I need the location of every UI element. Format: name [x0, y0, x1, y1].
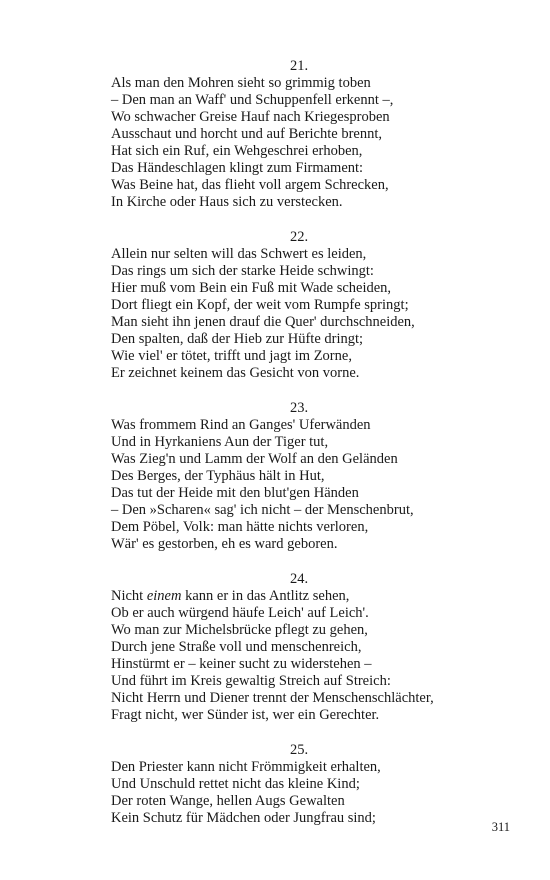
verse-line: [111, 707, 491, 724]
verse-line: [111, 588, 491, 605]
verse-line: [111, 417, 491, 434]
verse-line: [111, 639, 491, 656]
stanza-number: 22.: [289, 229, 309, 245]
line-text: Wie viel' er tötet, trifft und jagt im Zorne,: [111, 348, 352, 364]
verse-line: [111, 434, 491, 451]
line-text: Ob er auch würgend häufe Leich' auf Leich'.: [111, 605, 369, 621]
page-number: 311: [491, 820, 510, 834]
verse-line: [111, 109, 491, 126]
line-text: Kein Schutz für Mädchen oder Jungfrau sind;: [111, 810, 376, 826]
verse-line: [111, 143, 491, 160]
line-text: Man sieht ihn jenen drauf die Quer' durchschneiden,: [111, 314, 415, 330]
line-text: Dort fliegt ein Kopf, der weit vom Rumpfe springt;: [111, 297, 409, 313]
verse-line: [111, 365, 491, 382]
line-text: Hinstürmt er – keiner sucht zu widerstehen –: [111, 656, 372, 672]
stanza: [111, 58, 491, 211]
line-text: Den Priester kann nicht Frömmigkeit erhalten,: [111, 759, 381, 775]
stanza: [111, 229, 491, 382]
verse-line: [111, 75, 491, 92]
line-text: Wär' es gestorben, eh es ward geboren.: [111, 536, 338, 552]
line-text: Nicht Herrn und Diener trennt der Menschenschlächter,: [111, 690, 434, 706]
verse-line: [111, 92, 491, 109]
line-text: Ausschaut und horcht und auf Berichte brennt,: [111, 126, 382, 142]
verse-line: [111, 246, 491, 263]
line-text: Des Berges, der Typhäus hält in Hut,: [111, 468, 325, 484]
verse-line: [111, 451, 491, 468]
line-text: Als man den Mohren sieht so grimmig toben: [111, 75, 371, 91]
emphasized-text: einem: [146, 588, 182, 604]
verse-line: [111, 690, 491, 707]
verse-line: [111, 160, 491, 177]
line-text: Was Beine hat, das flieht voll argem Schrecken,: [111, 177, 389, 193]
verse-line: [111, 331, 491, 348]
verse-line: [111, 263, 491, 280]
line-text: kann er in das Antlitz sehen,: [181, 588, 350, 604]
line-text: Nicht: [111, 588, 147, 604]
verse-line: [111, 280, 491, 297]
verse-line: [111, 793, 491, 810]
verse-line: [111, 776, 491, 793]
verse-line: [111, 177, 491, 194]
line-text: Und Unschuld rettet nicht das kleine Kind;: [111, 776, 360, 792]
verse-line: [111, 485, 491, 502]
verse-line: [111, 194, 491, 211]
line-text: Dem Pöbel, Volk: man hätte nichts verloren,: [111, 519, 369, 535]
line-text: In Kirche oder Haus sich zu verstecken.: [111, 194, 343, 210]
verse-line: [111, 673, 491, 690]
verse-line: [111, 536, 491, 553]
line-text: Das Händeschlagen klingt zum Firmament:: [111, 160, 364, 176]
verse-line: [111, 759, 491, 776]
verse-line: [111, 519, 491, 536]
line-text: Er zeichnet keinem das Gesicht von vorne.: [111, 365, 360, 381]
verse-line: [111, 810, 491, 827]
stanza: [111, 400, 491, 553]
line-text: Allein nur selten will das Schwert es leiden,: [111, 246, 367, 262]
line-text: Wo man zur Michelsbrücke pflegt zu gehen,: [111, 622, 368, 638]
stanza-number: 25.: [289, 742, 309, 758]
line-text: Durch jene Straße voll und menschenreich,: [111, 639, 362, 655]
verse-line: [111, 656, 491, 673]
verse-line: [111, 348, 491, 365]
verse-line: [111, 605, 491, 622]
verse-line: [111, 468, 491, 485]
stanza-number: 23.: [289, 400, 309, 416]
verse-line: [111, 622, 491, 639]
line-text: – Den man an Waff' und Schuppenfell erkennt –,: [111, 92, 394, 108]
line-text: Und in Hyrkaniens Aun der Tiger tut,: [111, 434, 329, 450]
line-text: – Den »Scharen« sag' ich nicht – der Menschenbrut,: [111, 502, 414, 518]
line-text: Das rings um sich der starke Heide schwingt:: [111, 263, 374, 279]
line-text: Das tut der Heide mit den blut'gen Händen: [111, 485, 359, 501]
poem-text: [111, 58, 491, 845]
line-text: Den spalten, daß der Hieb zur Hüfte dringt;: [111, 331, 364, 347]
line-text: Fragt nicht, wer Sünder ist, wer ein Gerechter.: [111, 707, 380, 723]
line-text: Hier muß vom Bein ein Fuß mit Wade scheiden,: [111, 280, 392, 296]
line-text: Wo schwacher Greise Hauf nach Kriegesproben: [111, 109, 390, 125]
verse-line: [111, 297, 491, 314]
verse-line: [111, 314, 491, 331]
verse-line: [111, 502, 491, 519]
stanza-number: 21.: [289, 58, 309, 74]
stanza: [111, 742, 491, 827]
line-text: Was frommem Rind an Ganges' Uferwänden: [111, 417, 371, 433]
line-text: Was Zieg'n und Lamm der Wolf an den Geländen: [111, 451, 398, 467]
stanza: [111, 571, 491, 724]
verse-line: [111, 126, 491, 143]
line-text: Der roten Wange, hellen Augs Gewalten: [111, 793, 345, 809]
stanza-number: 24.: [289, 571, 309, 587]
line-text: Und führt im Kreis gewaltig Streich auf Streich:: [111, 673, 391, 689]
line-text: Hat sich ein Ruf, ein Wehgeschrei erhoben,: [111, 143, 363, 159]
